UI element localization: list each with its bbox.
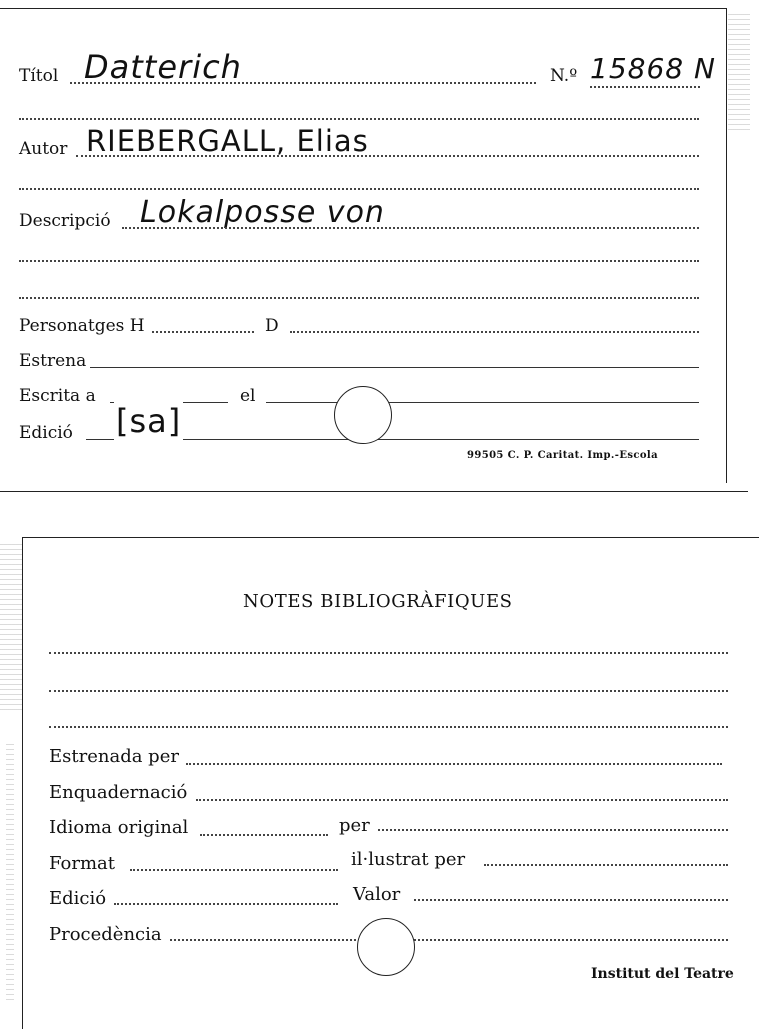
personatges-h-line bbox=[152, 331, 254, 333]
separator-line-1 bbox=[19, 118, 699, 120]
printer-imprint: 99505 C. P. Caritat. Imp.-Escola bbox=[467, 450, 659, 461]
per-line bbox=[378, 829, 728, 831]
edicio-back-label: Edició bbox=[49, 888, 107, 909]
numero-line bbox=[590, 86, 700, 88]
el-line bbox=[266, 402, 699, 403]
scan-noise bbox=[0, 540, 22, 710]
estrenada-label: Estrenada per bbox=[49, 746, 179, 767]
titol-label: Títol bbox=[19, 66, 59, 86]
edicio-back-line bbox=[114, 903, 338, 905]
estrena-label: Estrena bbox=[19, 351, 87, 371]
personatges-d-label: D bbox=[265, 316, 279, 336]
descripcio-label: Descripció bbox=[19, 211, 111, 231]
procedencia-line bbox=[170, 939, 728, 941]
personatges-d-line bbox=[290, 331, 699, 333]
autor-label: Autor bbox=[19, 139, 68, 159]
illustrat-line bbox=[484, 864, 728, 866]
estrenada-line bbox=[186, 763, 722, 765]
estrena-line bbox=[90, 367, 699, 368]
escrita-label: Escrita a bbox=[19, 386, 96, 406]
scan-noise bbox=[728, 10, 750, 130]
el-label: el bbox=[240, 386, 256, 406]
valor-label: Valor bbox=[353, 884, 401, 905]
edicio-label: Edició bbox=[19, 423, 73, 443]
institution-stamp: Institut del Teatre bbox=[591, 966, 734, 982]
separator-line-2 bbox=[19, 188, 699, 190]
per-label: per bbox=[339, 815, 370, 836]
numero-value: 15868 N bbox=[590, 52, 716, 85]
autor-line bbox=[76, 155, 699, 157]
procedencia-label: Procedència bbox=[49, 924, 162, 945]
cards-divider bbox=[0, 491, 748, 492]
separator-line-4 bbox=[19, 297, 699, 299]
descripcio-value: Lokalposse von bbox=[140, 195, 385, 230]
idioma-label: Idioma original bbox=[49, 817, 189, 838]
enquadernacio-label: Enquadernació bbox=[49, 782, 188, 803]
descripcio-line bbox=[122, 227, 699, 229]
scan-noise bbox=[6, 740, 14, 1000]
notes-line-1 bbox=[49, 652, 728, 654]
edicio-value: [sa] bbox=[116, 402, 182, 440]
separator-line-3 bbox=[19, 260, 699, 262]
format-label: Format bbox=[49, 853, 115, 874]
punch-hole-bottom bbox=[357, 918, 415, 976]
enquadernacio-line bbox=[196, 799, 728, 801]
notes-line-2 bbox=[49, 690, 728, 692]
valor-line bbox=[414, 899, 728, 901]
illustrat-label: il·lustrat per bbox=[351, 849, 466, 870]
idioma-line bbox=[200, 834, 328, 836]
notes-line-3 bbox=[49, 726, 728, 728]
personatges-label: Personatges H bbox=[19, 316, 145, 336]
notes-heading: NOTES BIBLIOGRÀFIQUES bbox=[243, 591, 513, 612]
punch-hole-top bbox=[334, 386, 392, 444]
numero-label: N.º bbox=[550, 66, 578, 86]
titol-value: Datterich bbox=[84, 48, 242, 86]
autor-value: RIEBERGALL, Elias bbox=[86, 124, 369, 158]
format-line bbox=[130, 869, 338, 871]
